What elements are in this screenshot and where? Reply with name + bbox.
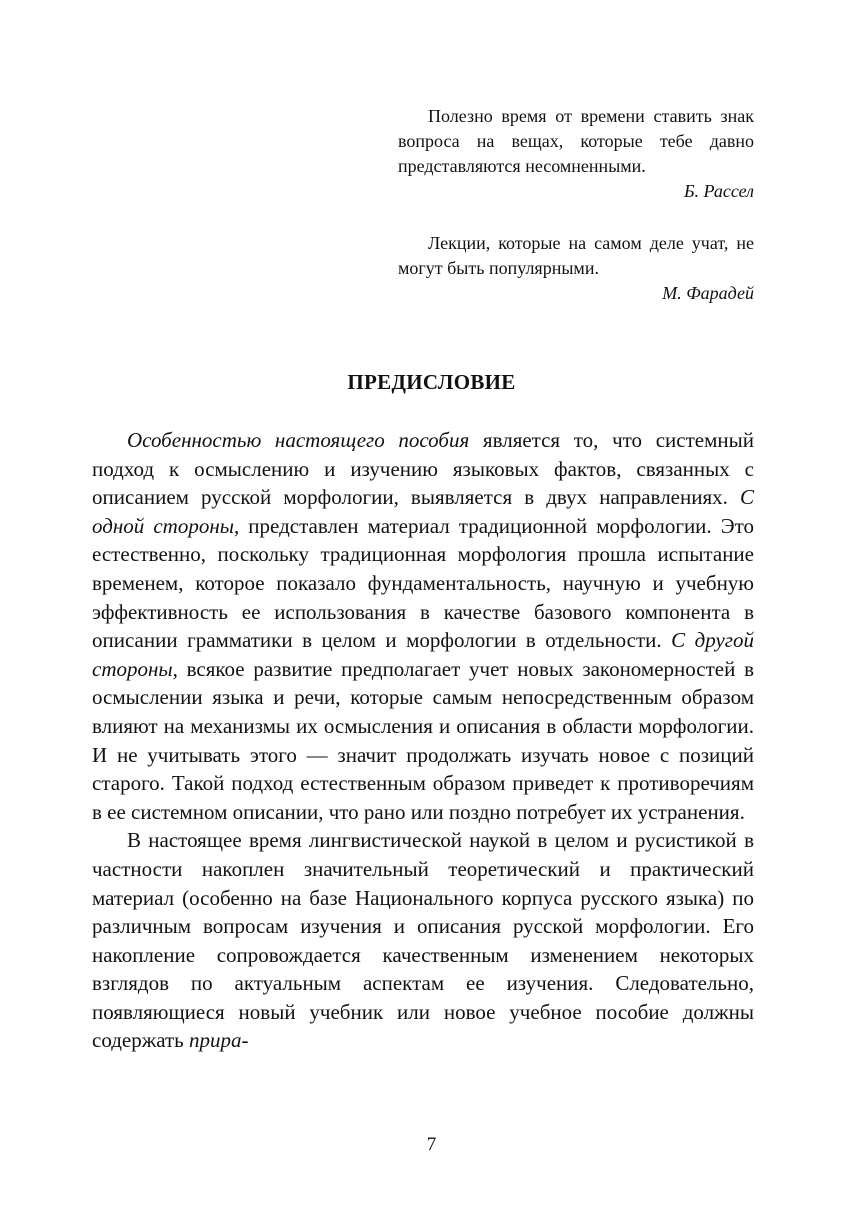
emphasis-text: прира-	[189, 1028, 249, 1053]
emphasis-text: Особенностью настоящего пособия	[127, 428, 470, 452]
paragraph-1	[92, 426, 754, 826]
epigraph-faraday	[398, 231, 754, 306]
paragraph-2	[92, 826, 754, 1055]
body-text	[92, 426, 754, 1055]
emphasis-text: С другой стороны	[92, 628, 754, 681]
paragraph-text: В настоящее время лингвистической наукой в целом и русистикой в частности накоплен значительный теоретический и практический материал (особенно на базе Национального корпуса русского языка) по различным вопросам изучения и описания русской морфологии. Его накопление сопровождается качественным изменением некоторых взглядов по актуальным аспектам ее изучения. Следовательно, появляющиеся новый учебник или новое учебное пособие должны содержать	[92, 828, 754, 1053]
paragraph-text: является то, что системный подход к осмыслению и изучению языковых фактов, связанных с описанием русской морфологии, выявляется в двух направлениях.	[92, 428, 754, 510]
epigraph-author: Б. Рассел	[683, 181, 754, 201]
paragraph-text: , представлен материал традиционной морфологии. Это естественно, поскольку традиционная морфология прошла испытание временем, которое показало фундаментальность, научную и учебную эффективность ее использования в качестве базового компонента в описании грамматики в целом и морфологии в отдельности.	[92, 513, 755, 653]
epigraph-russell	[398, 104, 754, 204]
paragraph-text: , всякое развитие предполагает учет новых закономерностей в осмыслении языка и речи, которые самым непосредственным образом влияют на механизмы их осмысления и описания в области морфологии. И не учитывать этого — значит продолжать изучать новое с позиций старого. Такой подход естественным образом приведет к противоречиям в ее системном описании, что рано или поздно потребует их устранения.	[92, 656, 754, 824]
epigraph-quote: Лекции, которые на самом деле учат, не могут быть популярными.	[398, 233, 754, 278]
page-title: ПРЕДИСЛОВИЕ	[347, 370, 516, 394]
epigraph-author: М. Фарадей	[662, 283, 754, 303]
epigraph-quote: Полезно время от времени ставить знак вопроса на вещах, которые тебе давно представляются несомненными.	[398, 106, 754, 176]
page-number: 7	[426, 1134, 437, 1155]
emphasis-text: С одной стороны	[92, 485, 754, 538]
